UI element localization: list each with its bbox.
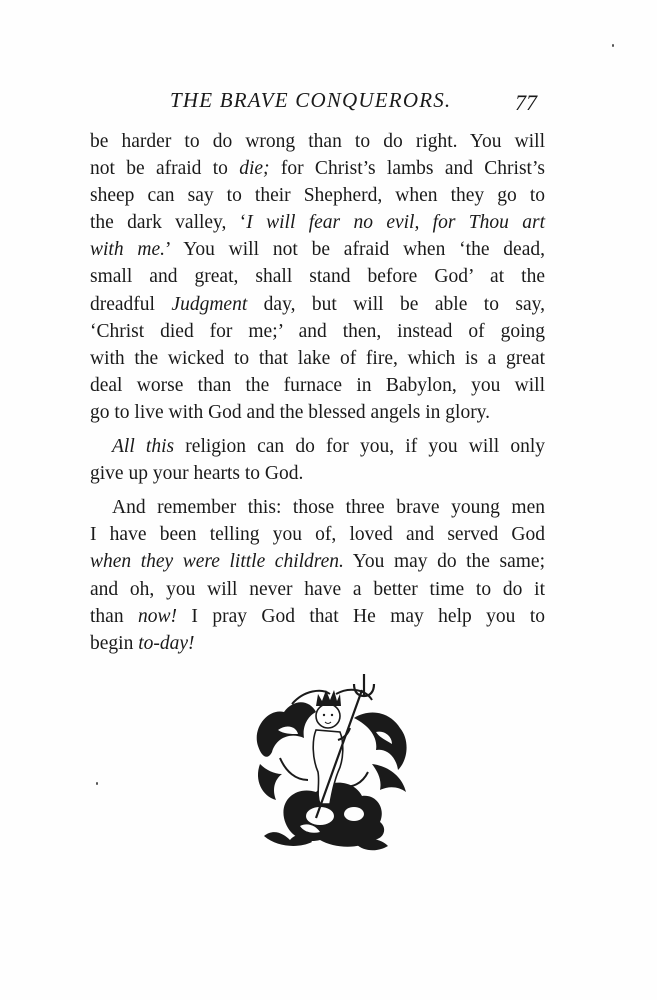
child-neptune-with-trident-vignette-icon xyxy=(250,668,412,853)
text-line: than now! I pray God that He may help you to xyxy=(90,605,546,627)
text-line: All this religion can do for you, if you will only xyxy=(112,436,545,458)
running-head: THE BRAVE CONQUERORS. xyxy=(170,88,452,112)
text-line: dreadful Judgment day, but will be able to say, xyxy=(90,293,546,315)
text-line: the dark valley, ‘I will fear no evil, for Thou art xyxy=(90,212,545,234)
text-line: I have been telling you of, loved and served God xyxy=(90,524,545,546)
text-line: And remember this: those three brave young men xyxy=(112,497,545,519)
text-line: go to live with God and the blessed angels in glory. xyxy=(90,401,491,423)
text-line: and oh, you will never have a better time to do it xyxy=(90,578,545,600)
paper-speck xyxy=(96,782,98,785)
text-line: sheep can say to their Shepherd, when they go to xyxy=(90,185,545,207)
body-text xyxy=(90,128,545,657)
paper-speck xyxy=(612,44,614,47)
text-line: not be afraid to die; for Christ’s lambs and Christ’s xyxy=(90,158,545,180)
text-line: ‘Christ died for me;’ and then, instead of going xyxy=(90,320,545,342)
text-line: deal worse than the furnace in Babylon, you will xyxy=(90,374,545,396)
page-number: 77 xyxy=(515,90,537,115)
text-line: with the wicked to that lake of fire, which is a great xyxy=(90,347,545,369)
text-line: begin to-day! xyxy=(90,632,195,654)
text-line: be harder to do wrong than to do right. You will xyxy=(90,131,545,152)
text-line: give up your hearts to God. xyxy=(90,463,304,485)
text-line: small and great, shall stand before God’ at the xyxy=(90,266,545,288)
text-line: when they were little children. You may do the same; xyxy=(90,551,545,573)
text-line: with me.’ You will not be afraid when ‘the dead, xyxy=(90,239,545,261)
